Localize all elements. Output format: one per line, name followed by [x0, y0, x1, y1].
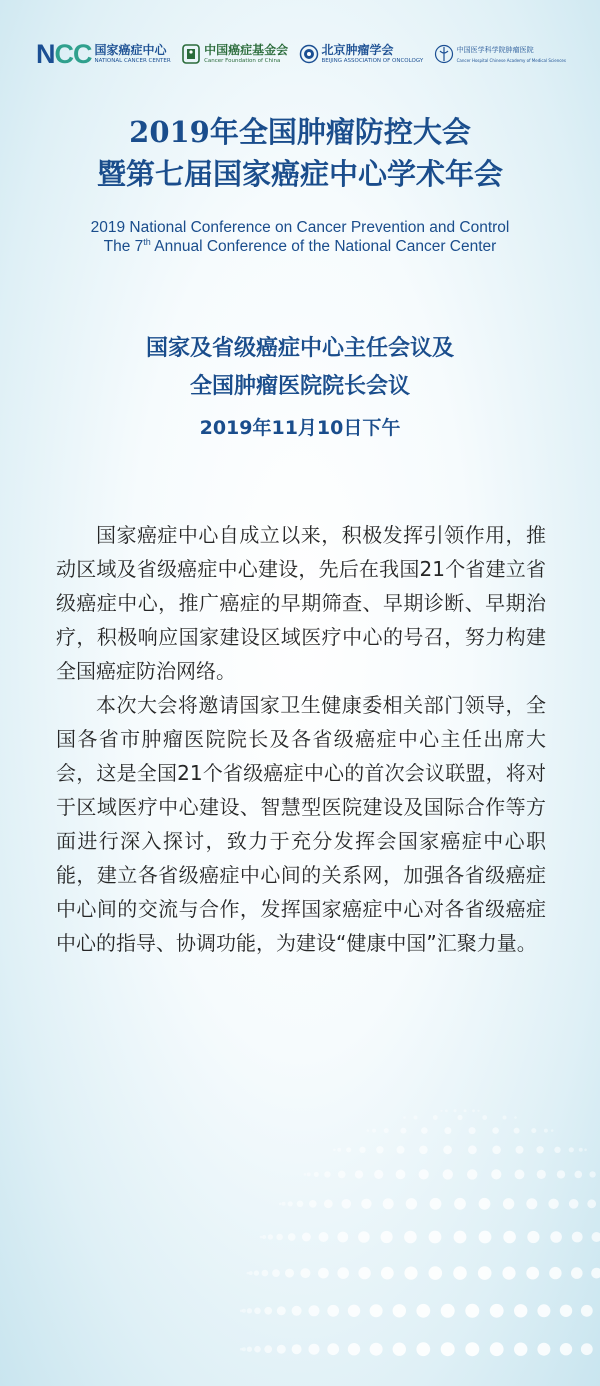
sphere-dot: [262, 1235, 266, 1239]
sphere-dot: [337, 1267, 349, 1279]
sphere-dot: [314, 1172, 319, 1177]
sphere-dot: [276, 1234, 283, 1241]
sphere-dot: [319, 1232, 329, 1242]
sphere-dot: [464, 1109, 467, 1112]
sphere-dot: [572, 1232, 583, 1243]
sphere-dot: [569, 1199, 579, 1209]
sphere-dot: [445, 1109, 448, 1112]
sphere-dot: [479, 1198, 491, 1210]
ncc-logo: [36, 38, 171, 69]
sphere-dot: [441, 1304, 455, 1318]
sphere-dot: [430, 1198, 442, 1210]
sphere-dot: [465, 1304, 479, 1318]
sphere-dot: [282, 1202, 286, 1206]
sphere-dot: [591, 1268, 600, 1279]
sphere-dot: [515, 1170, 525, 1180]
sphere-dot: [324, 1199, 333, 1208]
hospital-emblem-icon: [434, 43, 454, 65]
sphere-dot: [348, 1343, 360, 1355]
sphere-dot: [393, 1304, 406, 1317]
sphere-dot: [502, 1267, 515, 1280]
hospital-name-cn: 中国医学科学院肿瘤医院: [456, 46, 534, 54]
body-text: [56, 518, 546, 960]
sphere-dot: [536, 1146, 543, 1153]
sphere-dot: [359, 1147, 365, 1153]
sphere-dot: [454, 1198, 466, 1210]
sphere-dot: [468, 1145, 477, 1154]
sphere-dot: [440, 1110, 442, 1112]
sphere-dot: [454, 1109, 457, 1112]
sphere-dot: [514, 1116, 517, 1119]
sphere-dot: [277, 1345, 286, 1354]
sphere-dot: [262, 1270, 269, 1277]
sphere-dot: [309, 1200, 317, 1208]
sphere-dot: [560, 1343, 572, 1355]
sphere-dot: [544, 1129, 548, 1133]
meeting-title-line-2: 全国肿瘤医院院长会议: [189, 374, 410, 399]
conference-title-en-line-2: The 7th Annual Conference of the National Cancer Center: [103, 236, 497, 255]
foundation-emblem-icon: [181, 43, 201, 65]
sphere-dot: [302, 1233, 311, 1242]
sphere-dot: [393, 1343, 406, 1356]
sphere-dot: [592, 1232, 600, 1242]
sphere-dot: [444, 1127, 451, 1134]
sphere-dot: [491, 1169, 501, 1179]
sphere-dot: [272, 1269, 280, 1277]
sphere-dot: [307, 1172, 311, 1176]
logo-bar: [36, 34, 566, 74]
ncc-name-en: NATIONAL CANCER CENTER: [94, 58, 171, 64]
sphere-dot: [292, 1306, 302, 1316]
sphere-dot: [490, 1342, 504, 1356]
sphere-dot: [419, 1146, 428, 1155]
sphere-dot: [537, 1343, 550, 1356]
sphere-dot: [429, 1266, 443, 1280]
foundation-logo: [181, 43, 288, 65]
sphere-dot: [416, 1304, 430, 1318]
sphere-dot: [492, 1127, 499, 1134]
body-paragraph-2: 本次大会将邀请国家卫生健康委相关部门领导，全国各省市肿瘤医院院长及各省级癌症中心主任出席大会，这是全国21个省级癌症中心的首次会议联盟，将对于区域医疗中心建设、智慧型医院建设及国际合作等方面进行深入探讨，致力于充分发挥会国家癌症中心职能，建立各省级癌症中心间的关系网，加强各省级癌症中心间的交流与合作，发挥国家癌症中心对各省级癌症中心的指导、协调功能，为建设“健康中国”汇聚力量。: [56, 693, 546, 955]
sphere-dot: [404, 1267, 417, 1280]
sphere-dot: [457, 1115, 462, 1120]
sphere-dot: [355, 1170, 363, 1178]
sphere-dot: [346, 1147, 351, 1152]
sphere-dot: [242, 1347, 246, 1351]
sphere-dot: [514, 1128, 520, 1134]
sphere-dot: [454, 1231, 467, 1244]
sphere-dot: [589, 1171, 595, 1177]
sphere-dot: [503, 1116, 507, 1120]
sphere-dot: [264, 1307, 272, 1315]
conference-title-line-2: 暨第七届国家癌症中心学术年会: [96, 157, 503, 191]
sphere-dot: [268, 1234, 273, 1239]
sphere-dot: [396, 1170, 406, 1180]
sphere-dot: [581, 1305, 593, 1317]
sphere-dot: [254, 1270, 259, 1275]
sphere-dot: [514, 1343, 527, 1356]
sphere-dot: [406, 1198, 417, 1209]
sphere-dot: [526, 1267, 539, 1280]
sphere-dot: [260, 1236, 263, 1239]
sphere-dot: [338, 1171, 346, 1179]
sphere-dot: [477, 1110, 479, 1112]
sphere-dot: [571, 1267, 583, 1279]
sphere-dot: [247, 1308, 252, 1313]
sphere-dot: [383, 1198, 394, 1209]
sphere-dot: [277, 1306, 286, 1315]
sphere-dot: [549, 1267, 561, 1279]
sphere-dot: [367, 1129, 370, 1132]
sphere-dot: [264, 1345, 272, 1353]
sphere-dot: [285, 1269, 294, 1278]
sphere-dot: [514, 1304, 527, 1317]
sphere-dot: [318, 1268, 329, 1279]
sphere-dot: [304, 1173, 307, 1176]
sphere-dot: [300, 1268, 310, 1278]
body-paragraph-1: 国家癌症中心自成立以来，积极发挥引领作用，推动区域及省级癌症中心建设，先后在我国21个省建立省级癌症中心，推广癌症的早期筛查、早期诊断、早期治疗，积极响应国家建设区域医疗中心的号召，努力构建全国癌症防治网络。: [56, 523, 546, 683]
sphere-dot: [503, 1198, 514, 1209]
sphere-dot: [469, 1127, 476, 1134]
sphere-dot: [333, 1149, 336, 1152]
sphere-dot: [569, 1147, 574, 1152]
sphere-dot: [342, 1199, 352, 1209]
sphere-dot: [575, 1171, 583, 1179]
sphere-dot: [297, 1201, 304, 1208]
sphere-dot: [467, 1169, 477, 1179]
sphere-dot: [254, 1308, 261, 1315]
sphere-dot: [526, 1198, 537, 1209]
sphere-dot: [490, 1304, 504, 1318]
sphere-dot: [254, 1346, 261, 1353]
sphere-dot: [397, 1146, 405, 1154]
sphere-dot: [288, 1233, 296, 1241]
ncc-name-cn: 国家癌症中心: [94, 43, 167, 57]
foundation-name-cn: 中国癌症基金会: [204, 43, 289, 57]
sphere-dot: [557, 1170, 565, 1178]
sphere-dot: [309, 1305, 320, 1316]
sphere-dot: [503, 1231, 516, 1244]
sphere-dot: [478, 1266, 492, 1280]
dotted-sphere-graphic: [210, 1080, 600, 1386]
sphere-dot: [516, 1146, 524, 1154]
hospital-name-en: Cancer Hospital Chinese Academy of Medical Sciences: [456, 58, 566, 63]
sphere-dot: [554, 1147, 560, 1153]
sphere-dot: [527, 1231, 539, 1243]
sphere-dot: [361, 1199, 371, 1209]
sphere-dot: [292, 1344, 302, 1354]
sphere-dot: [384, 1128, 389, 1133]
sphere-dot: [404, 1231, 417, 1244]
sphere-dot: [414, 1116, 418, 1120]
sphere-dot: [337, 1232, 348, 1243]
conference-title-line-1: 2019年全国肿瘤防控大会: [129, 115, 471, 149]
sphere-dot: [433, 1115, 438, 1120]
sphere-dot: [324, 1171, 330, 1177]
sphere-dot: [370, 1343, 383, 1356]
sphere-dot: [551, 1129, 554, 1132]
sphere-dot: [249, 1271, 253, 1275]
sphere-dot: [381, 1267, 394, 1280]
sphere-dot: [381, 1231, 393, 1243]
sphere-dot: [587, 1199, 596, 1208]
meeting-title-line-1: 国家及省级癌症中心主任会议及: [145, 336, 454, 361]
sphere-dot: [416, 1342, 430, 1356]
sphere-dot: [531, 1128, 536, 1133]
sphere-dot: [579, 1148, 583, 1152]
sphere-dot: [443, 1169, 453, 1179]
sphere-dot: [419, 1169, 429, 1179]
sphere-dot: [358, 1267, 370, 1279]
beijing-oncology-emblem-icon: [299, 43, 319, 65]
sphere-dot: [443, 1145, 452, 1154]
sphere-dot: [327, 1343, 339, 1355]
foundation-name-en: Cancer Foundation of China: [204, 58, 281, 64]
sphere-dot: [403, 1116, 406, 1119]
sphere-dot: [472, 1109, 475, 1112]
sphere-dot: [327, 1305, 339, 1317]
sphere-dot: [309, 1344, 320, 1355]
sphere-dot: [550, 1231, 562, 1243]
sphere-dot: [453, 1266, 467, 1280]
sphere-dot: [537, 1170, 546, 1179]
sphere-dot: [482, 1115, 487, 1120]
sphere-dot: [465, 1342, 479, 1356]
sphere-dot: [537, 1304, 550, 1317]
sphere-dot: [247, 1347, 252, 1352]
sphere-dot: [400, 1128, 406, 1134]
hospital-logo: [434, 43, 566, 65]
beijing-oncology-name-cn: 北京肿瘤学会: [321, 43, 394, 57]
sphere-dot: [372, 1129, 376, 1133]
sphere-dot: [337, 1148, 341, 1152]
sphere-dot: [560, 1305, 572, 1317]
sphere-dot: [584, 1149, 587, 1152]
sphere-dot: [358, 1231, 370, 1243]
sphere-dot: [288, 1201, 293, 1206]
sphere-dot: [429, 1231, 442, 1244]
sphere-dot: [376, 1146, 383, 1153]
sphere-dot: [581, 1343, 593, 1355]
sphere-dot: [374, 1170, 383, 1179]
sphere-dot: [279, 1203, 282, 1206]
sphere-dot: [348, 1305, 360, 1317]
sphere-dot: [421, 1127, 428, 1134]
beijing-oncology-logo: [299, 43, 424, 65]
beijing-oncology-name-en: BEIJING ASSOCIATION OF ONCOLOGY: [321, 58, 424, 64]
sphere-dot: [242, 1309, 246, 1313]
ncc-mark: NCC: [36, 38, 92, 69]
conference-title-en-line-1: 2019 National Conference on Cancer Prevention and Control: [90, 219, 510, 236]
sphere-dot: [548, 1199, 558, 1209]
sphere-dot: [479, 1231, 492, 1244]
sphere-dot: [492, 1146, 501, 1155]
sphere-dot: [441, 1342, 455, 1356]
meeting-date: 2019年11月10日下午: [199, 417, 401, 439]
sphere-dot: [370, 1304, 383, 1317]
